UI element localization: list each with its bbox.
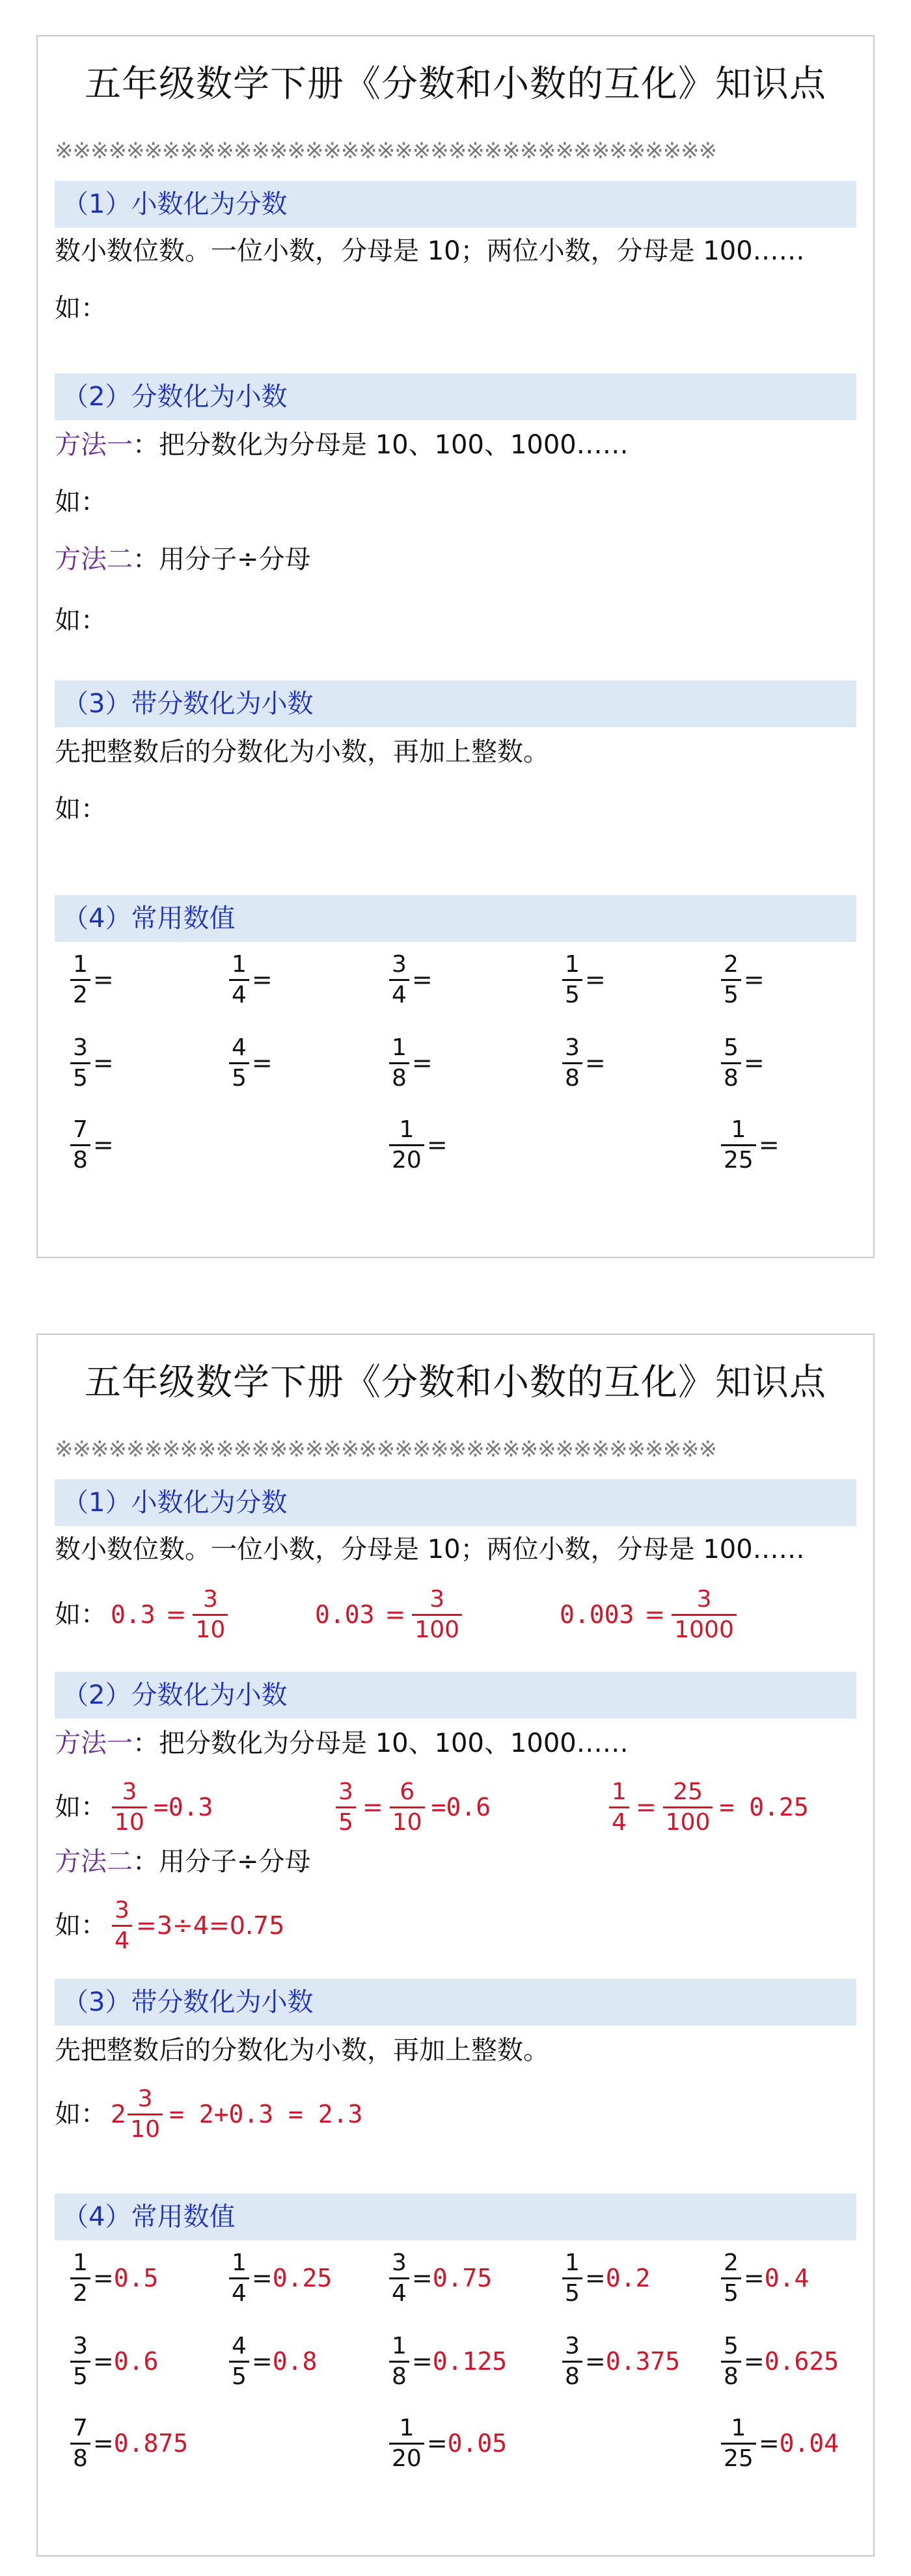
decimal-value: 0.75 <box>432 2264 493 2292</box>
example-label: 如： <box>55 293 107 323</box>
decorative-divider: ※※※※※※※※※※※※※※※※※※※※※※※※※※※※※※※※※※※※※ <box>55 138 717 164</box>
fraction: $\frac{1}{25}$ <box>721 1116 756 1175</box>
example-label: 如： <box>55 2099 107 2129</box>
example-line-1 <box>55 1582 856 1647</box>
decimal-value: 0.05 <box>447 2429 508 2458</box>
fraction: $\frac{2}{5}$ <box>721 2249 741 2308</box>
example-line-2 <box>55 1775 856 1840</box>
method-2-text: ：用分子÷分母 <box>133 544 311 574</box>
section-heading-2: （2）分数化为小数 <box>55 373 856 420</box>
decimal-value: 0.4 <box>764 2264 809 2292</box>
section-heading-3: （3）带分数化为小数 <box>55 680 856 727</box>
fraction: $\frac{1}{4}$ <box>229 2249 249 2308</box>
decimal-value: 0.04 <box>779 2429 839 2458</box>
fraction: $\frac{1}{20}$ <box>389 1116 424 1175</box>
decimal-value: 0.2 <box>605 2264 651 2292</box>
example-division: $\frac{3}{4}$ =3÷4=0.75 <box>111 1893 290 1958</box>
fraction: $\frac{1}{20}$ <box>389 2414 424 2473</box>
page-title: 五年级数学下册《分数和小数的互化》知识点 <box>85 1362 826 1404</box>
decimal-value: 0.375 <box>605 2347 681 2376</box>
fraction: $\frac{3}{5}$ <box>70 1034 90 1093</box>
decimal-value: 0.25 <box>272 2264 333 2292</box>
fraction: $\frac{3}{4}$ <box>389 2249 409 2308</box>
fraction: $\frac{1}{5}$ <box>562 950 582 1010</box>
fraction: $\frac{3}{5}$ <box>70 2332 90 2391</box>
fraction: $\frac{5}{8}$ <box>721 1034 741 1093</box>
example-label: 如： <box>55 1911 107 1940</box>
rule-text-1: 数小数位数。一位小数，分母是 10；两位小数，分母是 100…… <box>55 1535 805 1564</box>
fraction: $\frac{3}{8}$ <box>562 2332 582 2391</box>
rule-text-3: 先把整数后的分数化为小数，再加上整数。 <box>55 2035 549 2065</box>
example-label: 如： <box>55 606 107 636</box>
example-label: 如： <box>55 1600 107 1630</box>
example-fraction-to-decimal: $\frac{1}{4}$ = $\frac{25}{100}$ = 0.25 <box>608 1775 814 1840</box>
values-row: $\frac{7}{8}$ = 0.875 $\frac{1}{20}$ = 0.05 $\frac{1}{25}$ = 0.04 <box>69 2411 856 2476</box>
decimal-value: 0.625 <box>764 2347 839 2376</box>
example-label: 如： <box>55 1792 107 1822</box>
example-label: 如： <box>55 487 107 517</box>
rule-text-3: 先把整数后的分数化为小数，再加上整数。 <box>55 737 549 767</box>
method-2-line <box>55 541 856 578</box>
decimal-value: 0.5 <box>113 2264 159 2292</box>
example-mixed-number: 2 $\frac{3}{10}$ = 2+0.3 = 2.3 <box>111 2085 363 2143</box>
method-2-label: 方法二 <box>55 1847 133 1877</box>
method-2-text: ：用分子÷分母 <box>133 1847 311 1877</box>
fraction: $\frac{3}{4}$ <box>389 950 409 1010</box>
fraction: $\frac{1}{25}$ <box>721 2414 756 2473</box>
worksheet-page-answers <box>36 1334 875 2556</box>
example-label: 如： <box>55 794 107 824</box>
example-decimal-to-fraction: 0.3 = $\frac{3}{10}$ <box>111 1582 229 1647</box>
decimal-value: 0.875 <box>113 2429 189 2458</box>
example-fraction-to-decimal: $\frac{3}{5}$ = $\frac{6}{10}$ =0.6 <box>334 1775 496 1840</box>
fraction: $\frac{4}{5}$ <box>229 1034 249 1093</box>
fraction: $\frac{2}{5}$ <box>721 950 741 1010</box>
method-2-label: 方法二 <box>55 544 133 574</box>
example-line-4 <box>55 2082 856 2147</box>
fraction: $\frac{1}{8}$ <box>389 1034 409 1093</box>
section-heading-2: （2）分数化为小数 <box>55 1672 856 1719</box>
rule-text-1: 数小数位数。一位小数，分母是 10；两位小数，分母是 100…… <box>55 236 805 266</box>
method-1-label: 方法一 <box>55 430 133 460</box>
decorative-divider: ※※※※※※※※※※※※※※※※※※※※※※※※※※※※※※※※※※※※※ <box>55 1436 717 1462</box>
values-row: $\frac{1}{2}$ = $\frac{1}{4}$ = $\frac{3}{4}$ = $\frac{1}{5}$ = $\frac{2}{5}$ = <box>69 947 856 1012</box>
worksheet-page-blank <box>36 35 875 1258</box>
values-row: $\frac{7}{8}$ = $\frac{1}{20}$ = $\frac{1}{25}$ = <box>69 1112 856 1177</box>
section-heading-4: （4）常用数值 <box>55 895 856 942</box>
fraction: $\frac{1}{8}$ <box>389 2332 409 2391</box>
fraction: $\frac{3}{8}$ <box>562 1034 582 1093</box>
method-1-text: ：把分数化为分母是 10、100、1000…… <box>133 1728 629 1758</box>
fraction: $\frac{1}{2}$ <box>70 2249 90 2308</box>
section-heading-1: （1）小数化为分数 <box>55 181 856 228</box>
values-row: $\frac{3}{5}$ = $\frac{4}{5}$ = $\frac{1}{8}$ = $\frac{3}{8}$ = $\frac{5}{8}$ = <box>69 1030 856 1095</box>
section-heading-4: （4）常用数值 <box>55 2194 856 2240</box>
method-1-line <box>55 427 856 463</box>
values-row: $\frac{3}{5}$ = 0.6 $\frac{4}{5}$ = 0.8 $\frac{1}{8}$ = 0.125 $\frac{3}{8}$ = 0.375 $\frac{5}{8}$ = 0.625 <box>69 2329 856 2394</box>
method-1-label: 方法一 <box>55 1728 133 1758</box>
example-fraction-to-decimal: $\frac{3}{10}$ =0.3 <box>111 1775 218 1840</box>
method-1-text: ：把分数化为分母是 10、100、1000…… <box>133 430 629 460</box>
section-heading-3: （3）带分数化为小数 <box>55 1979 856 2026</box>
values-row: $\frac{1}{2}$ = 0.5 $\frac{1}{4}$ = 0.25 $\frac{3}{4}$ = 0.75 $\frac{1}{5}$ = 0.2 $\frac{2}{5}$ = 0.4 <box>69 2246 856 2311</box>
decimal-value: 0.125 <box>432 2347 508 2376</box>
fraction: $\frac{1}{2}$ <box>70 950 90 1010</box>
fraction: $\frac{7}{8}$ <box>70 1116 90 1175</box>
fraction: $\frac{5}{8}$ <box>721 2332 741 2391</box>
example-decimal-to-fraction: 0.03 = $\frac{3}{100}$ <box>315 1582 463 1647</box>
example-line-3 <box>55 1893 856 1958</box>
method-1-line <box>55 1725 856 1762</box>
fraction: $\frac{4}{5}$ <box>229 2332 249 2391</box>
fraction: $\frac{1}{4}$ <box>229 950 249 1010</box>
page-title: 五年级数学下册《分数和小数的互化》知识点 <box>85 63 826 105</box>
decimal-value: 0.6 <box>113 2347 159 2376</box>
fraction: $\frac{1}{5}$ <box>562 2249 582 2308</box>
method-2-line <box>55 1844 856 1880</box>
example-decimal-to-fraction: 0.003 = $\frac{3}{1000}$ <box>560 1582 738 1647</box>
fraction: $\frac{7}{8}$ <box>70 2414 90 2473</box>
decimal-value: 0.8 <box>272 2347 318 2376</box>
section-heading-1: （1）小数化为分数 <box>55 1479 856 1526</box>
